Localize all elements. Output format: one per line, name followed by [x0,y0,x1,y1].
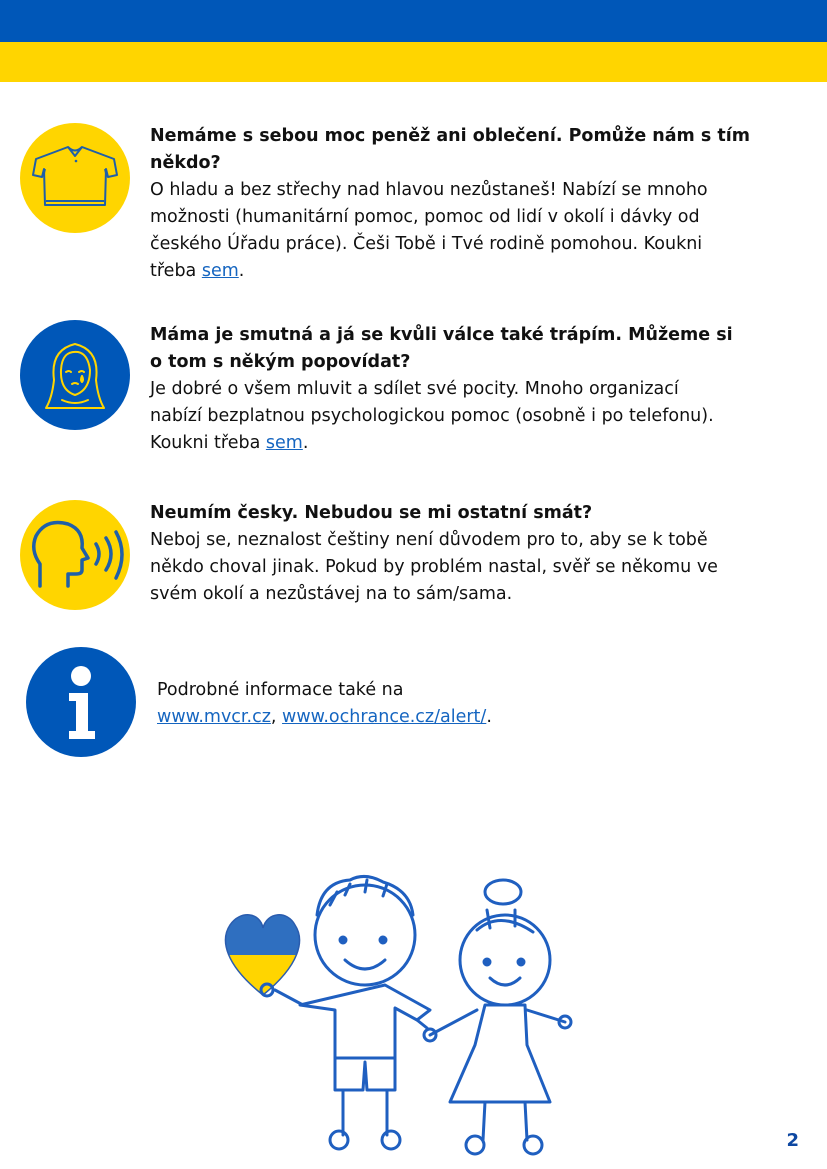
info-block: Podrobné informace také na www.mvcr.cz, www.ochrance.cz/alert/. [157,680,492,727]
speaking-head-icon [20,500,130,610]
link-mvcr[interactable]: www.mvcr.cz [157,707,271,727]
link-ochrance[interactable]: www.ochrance.cz/alert/ [282,707,487,727]
sad-woman-icon [20,320,130,430]
flag-band-yellow [0,42,827,82]
question-text: Nemáme s sebou moc peněž ani oblečení. Pomůže nám s tím někdo? [150,126,750,173]
info-text: Podrobné informace také na [157,680,404,700]
page-number: 2 [786,1130,799,1151]
link-sem-psych[interactable]: sem [265,433,303,453]
answer-text: Je dobré o všem mluvit a sdílet své pocity. Mnoho organizací nabízí bezplatnou psychologickou pomoc (osobně i po telefonu). Koukni třeba sem. [150,379,714,453]
answer-text: O hladu a bez střechy nad hlavou nezůstaneš! Nabízí se mnoho možnosti (humanitární pomoc, pomoc od lidí v okolí i dávky od českého Úřadu práce). Češi Tobě i Tvé rodině pomohou. Koukni třeba sem. [150,180,708,281]
faq-item-money-clothes [150,123,750,285]
children-illustration [215,870,585,1164]
info-icon [26,647,136,757]
faq-item-talk [150,322,750,457]
faq-item-language [150,500,750,608]
question-text: Neumím česky. Nebudou se mi ostatní smát? [150,503,593,523]
flag-band-blue [0,0,827,42]
answer-text: Neboj se, neznalost češtiny není důvodem pro to, aby se k tobě někdo choval jinak. Pokud by problém nastal, svěř se někomu ve svém okolí a nezůstávej na to sám/sama. [150,530,718,604]
sweater-icon [20,123,130,233]
link-sem-help[interactable]: sem [201,261,239,281]
question-text: Máma je smutná a já se kvůli válce také trápím. Můžeme si o tom s někým popovídat? [150,325,733,372]
